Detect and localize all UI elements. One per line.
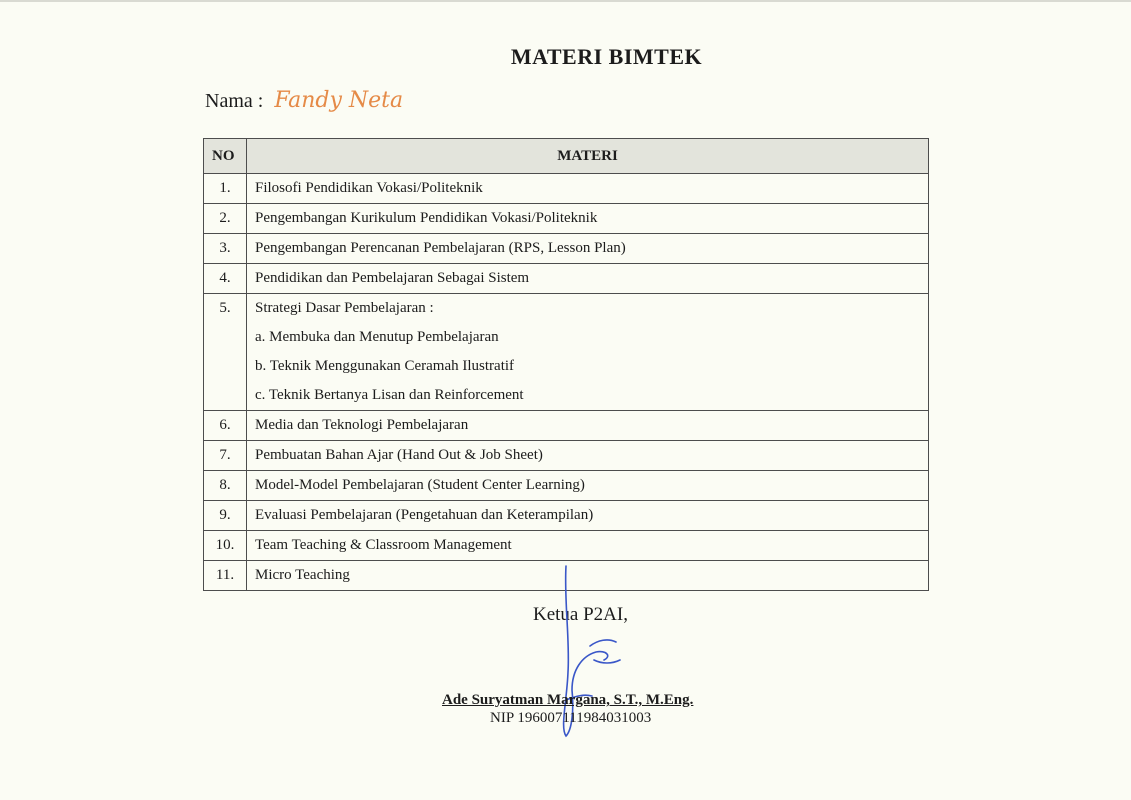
row-materi: Media dan Teknologi Pembelajaran [247, 411, 929, 441]
row-materi: Pengembangan Perencanan Pembelajaran (RPS, Lesson Plan) [247, 234, 929, 264]
table-row [204, 264, 929, 294]
row-materi: Pengembangan Kurikulum Pendidikan Vokasi/Politeknik [247, 204, 929, 234]
row-number: 9. [204, 501, 247, 531]
subitem: b. Teknik Menggunakan Ceramah Ilustratif [255, 358, 515, 374]
signature-position: Ketua P2AI, [533, 604, 628, 625]
header-no: NO [204, 139, 247, 174]
row-number: 6. [204, 411, 247, 441]
name-label: Nama : [205, 90, 264, 112]
document-title: MATERI BIMTEK [510, 44, 703, 69]
subitem: c. Teknik Bertanya Lisan dan Reinforcement [255, 387, 524, 403]
row-number: 11. [204, 561, 247, 591]
row-number: 4. [204, 264, 247, 294]
table-row [204, 501, 929, 531]
row-materi: Strategi Dasar Pembelajaran : [255, 300, 434, 316]
row-materi-with-subitems [247, 294, 929, 411]
subitem: a. Membuka dan Menutup Pembelajaran [255, 329, 499, 345]
row-number: 2. [204, 204, 247, 234]
name-value: Fandy Neta [274, 88, 404, 113]
table-row [204, 294, 929, 411]
row-number: 7. [204, 441, 247, 471]
table-row [204, 441, 929, 471]
row-materi: Evaluasi Pembelajaran (Pengetahuan dan Keterampilan) [247, 501, 929, 531]
row-materi: Filosofi Pendidikan Vokasi/Politeknik [247, 174, 929, 204]
row-number: 10. [204, 531, 247, 561]
row-materi: Model-Model Pembelajaran (Student Center Learning) [247, 471, 929, 501]
row-materi: Pembuatan Bahan Ajar (Hand Out & Job Sheet) [247, 441, 929, 471]
signer-nip: NIP 196007111984031003 [490, 710, 652, 726]
row-number: 8. [204, 471, 247, 501]
row-number: 3. [204, 234, 247, 264]
row-number: 5. [204, 294, 247, 411]
row-materi: Pendidikan dan Pembelajaran Sebagai Sistem [247, 264, 929, 294]
table-row [204, 471, 929, 501]
row-materi: Team Teaching & Classroom Management [247, 531, 929, 561]
table-header-row [204, 139, 929, 174]
row-materi: Micro Teaching [247, 561, 929, 591]
table-row [204, 204, 929, 234]
table-row [204, 234, 929, 264]
table-row [204, 174, 929, 204]
name-line [205, 88, 403, 113]
materi-table [203, 138, 929, 591]
header-materi: MATERI [247, 139, 929, 174]
row-number: 1. [204, 174, 247, 204]
table-row [204, 531, 929, 561]
signer-name: Ade Suryatman Margana, S.T., M.Eng. [442, 692, 694, 708]
table-row [204, 411, 929, 441]
